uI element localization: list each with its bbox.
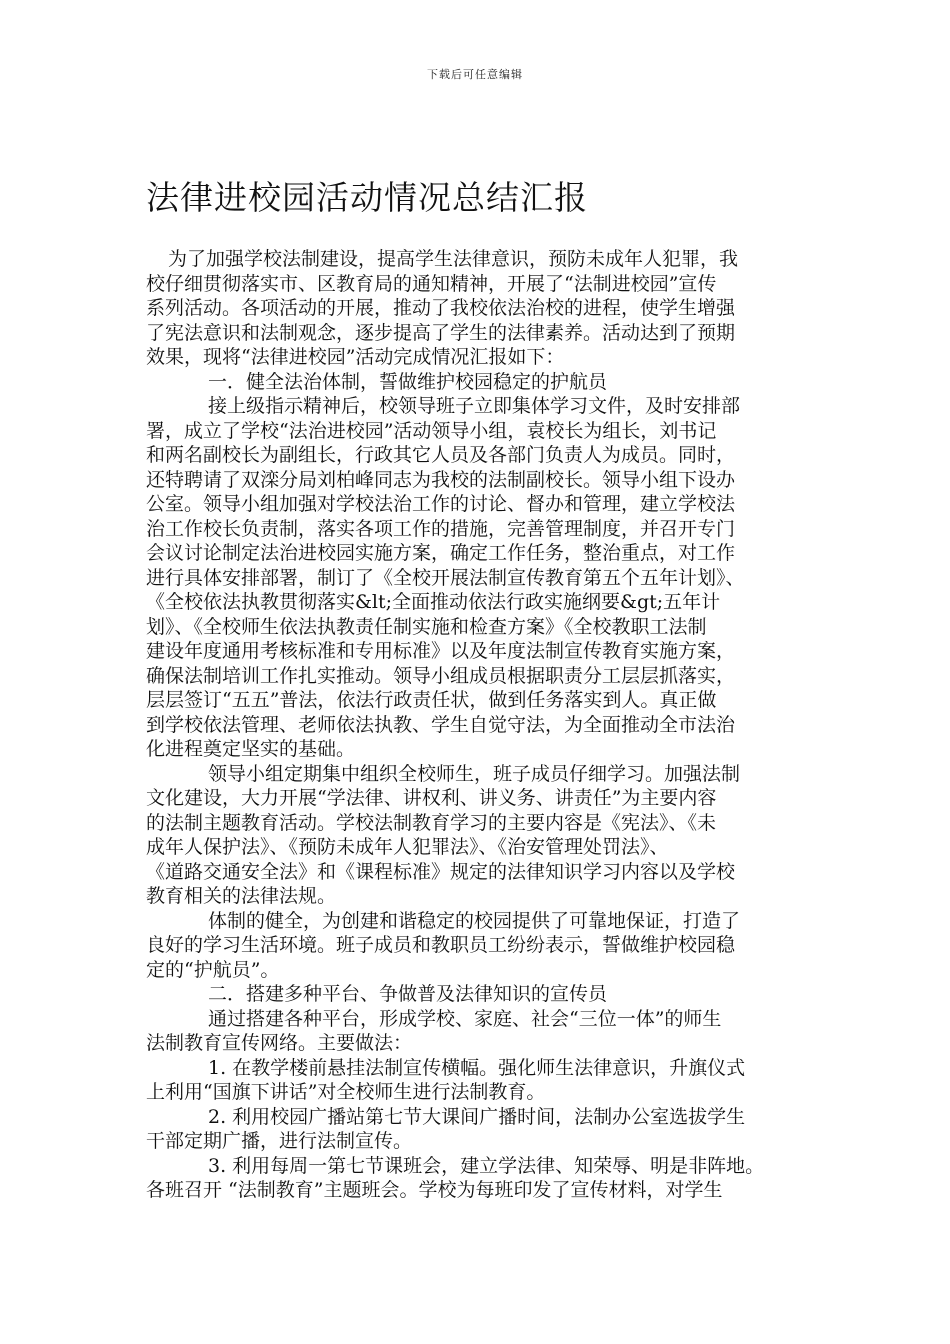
document-body [146, 247, 806, 1203]
body-line: 良好的学习生活环境。班子成员和教职员工纷纷表示，誓做维护校园稳 [146, 934, 736, 956]
body-line: 的法制主题教育活动。学校法制教育学习的主要内容是《宪法》、《未 [146, 811, 717, 834]
body-line: 效果，现将“法律进校园”活动完成情况汇报如下： [146, 346, 565, 368]
body-line: 层层签订“五五”普法，依法行政责任状，做到任务落实到人。真正做 [146, 689, 717, 711]
body-line: 校仔细贯彻落实市、区教育局的通知精神，开展了“法制进校园”宣传 [146, 272, 717, 295]
body-line: 《道路交通安全法》和《课程标准》规定的法律知识学习内容以及学校 [146, 860, 736, 883]
body-line: 公室。领导小组加强对学校法治工作的讨论、督办和管理，建立学校法 [146, 493, 736, 515]
body-line: 确保法制培训工作扎实推动。领导小组成员根据职责分工层层抓落实， [146, 664, 736, 687]
list-item: 3. 利用每周一第七节课班会，建立学法律、知荣辱、明是非阵地。 [208, 1154, 765, 1177]
body-line: 为了加强学校法制建设，提高学生法律意识，预防未成年人犯罪，我 [168, 248, 739, 270]
body-line: 定的“护航员”。 [146, 958, 280, 981]
section-heading: 一．健全法治体制，誓做维护校园稳定的护航员 [208, 370, 608, 393]
body-line: 建设年度通用考核标准和专用标准》以及年度法制宣传教育实施方案， [146, 640, 736, 662]
header-note: 下载后可任意编辑 [427, 68, 523, 81]
body-line: 法制教育宣传网络。主要做法： [146, 1032, 413, 1054]
list-item: 1. 在教学楼前悬挂法制宣传横幅。强化师生法律意识，升旗仪式 [208, 1056, 746, 1079]
body-line: 还特聘请了双滦分局刘柏峰同志为我校的法制副校长。领导小组下设办 [146, 468, 736, 491]
body-line: 通过搭建各种平台，形成学校、家庭、社会“三位一体”的师生 [208, 1007, 722, 1030]
body-line: 干部定期广播，进行法制宣传。 [146, 1130, 413, 1152]
body-line: 领导小组定期集中组织全校师生，班子成员仔细学习。加强法制 [208, 762, 741, 785]
body-line: 成年人保护法》、《预防未成年人犯罪法》、《治安管理处罚法》、 [146, 836, 669, 858]
body-line: 化进程奠定坚实的基础。 [146, 738, 356, 760]
body-line: 和两名副校长为副组长，行政其它人员及各部门负责人为成员。同时， [146, 444, 736, 466]
body-line: 上利用“国旗下讲话”对全校师生进行法制教育。 [146, 1081, 546, 1103]
body-line: 教育相关的法律法规。 [146, 885, 337, 907]
section-heading: 二．搭建多种平台、争做普及法律知识的宣传员 [208, 983, 608, 1005]
document-title: 法律进校园活动情况总结汇报 [146, 178, 588, 217]
body-line: 进行具体安排部署，制订了《全校开展法制宣传教育第五个五年计划》、 [146, 566, 745, 589]
body-line: 了宪法意识和法制观念，逐步提高了学生的法律素养。活动达到了预期 [146, 321, 736, 344]
body-line: 会议讨论制定法治进校园实施方案，确定工作任务，整治重点，对工作 [146, 542, 736, 564]
body-line: 文化建设，大力开展“学法律、讲权利、讲义务、讲责任”为主要内容 [146, 787, 717, 809]
body-line: 体制的健全，为创建和谐稳定的校园提供了可靠地保证，打造了 [208, 909, 741, 932]
body-line: 各班召开 “法制教育”主题班会。学校为每班印发了宣传材料，对学生 [146, 1179, 723, 1201]
body-line: 到学校依法管理、老师依法执教、学生自觉守法，为全面推动全市法治 [146, 713, 736, 736]
list-item: 2. 利用校园广播站第七节大课间广播时间，法制办公室选拔学生 [208, 1105, 746, 1128]
body-line: 接上级指示精神后，校领导班子立即集体学习文件，及时安排部 [208, 395, 741, 417]
body-line: 署，成立了学校“法治进校园”活动领导小组，袁校长为组长，刘书记 [146, 419, 717, 442]
body-line: 划》、《全校师生依法执教责任制实施和检查方案》《全校教职工法制 [146, 615, 707, 638]
body-line: 治工作校长负责制，落实各项工作的措施，完善管理制度，并召开专门 [146, 517, 736, 540]
body-line: 《全校依法执教贯彻落实&lt;全面推动依法行政实施纲要&gt;五年计 [146, 591, 721, 613]
body-line: 系列活动。各项活动的开展，推动了我校依法治校的进程，使学生增强 [146, 297, 736, 319]
